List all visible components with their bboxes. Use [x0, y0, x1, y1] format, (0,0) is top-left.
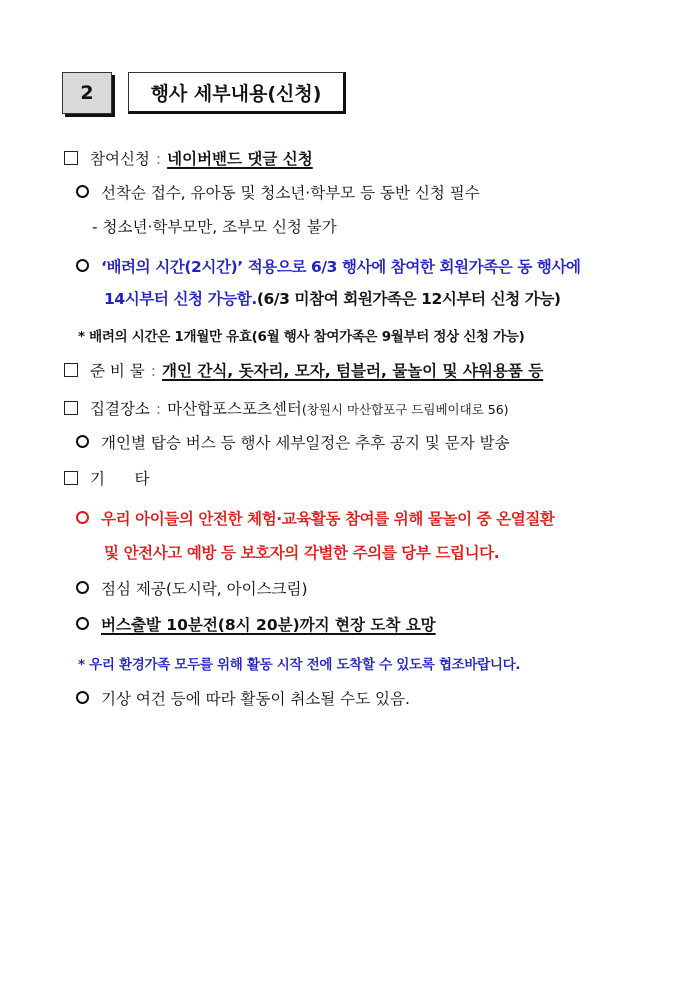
bullet-safety-warning-cont: 및 안전사고 예방 등 보호자의 각별한 주의를 당부 드립니다.	[104, 544, 500, 562]
bullet-consideration-time-cont: 14시부터 신청 가능함.(6/3 미참여 회원가족은 12시부터 신청 가능)	[104, 290, 561, 308]
circle-bullet-icon	[76, 259, 89, 272]
meeting-address: (창원시 마산합포구 드림베이대로 56)	[301, 402, 509, 417]
registration-method: 네이버밴드 댓글 신청	[167, 150, 313, 168]
bullet-bus-schedule: 개인별 탑승 버스 등 행사 세부일정은 추후 공지 및 문자 발송	[76, 432, 510, 454]
section-title: 행사 세부내용(신청)	[128, 72, 346, 114]
circle-bullet-icon	[76, 185, 89, 198]
square-bullet-icon	[64, 471, 78, 485]
square-bullet-icon	[64, 401, 78, 415]
circle-bullet-icon	[76, 617, 89, 630]
note-arrive-early: * 우리 환경가족 모두를 위해 활동 시작 전에 도착할 수 있도록 협조바랍니다.	[78, 657, 521, 673]
bullet-lunch: 점심 제공(도시락, 아이스크림)	[76, 578, 308, 600]
supplies-list: 개인 간식, 돗자리, 모자, 텀블러, 물놀이 및 샤워용품 등	[162, 362, 544, 380]
item-registration: 참여신청 : 네이버밴드 댓글 신청	[64, 148, 313, 170]
item-other: 기 타	[64, 468, 150, 490]
square-bullet-icon	[64, 151, 78, 165]
bullet-safety-warning: 우리 아이들의 안전한 체험·교육활동 참여를 위해 물놀이 중 온열질환	[76, 508, 555, 530]
bullet-consideration-time: ‘배려의 시간(2시간)’ 적용으로 6/3 행사에 참여한 회원가족은 동 행사에	[76, 256, 581, 278]
bullet-first-come: 선착순 접수, 유아동 및 청소년·학부모 등 동반 신청 필수	[76, 182, 480, 204]
note-consideration-validity: * 배려의 시간은 1개월만 유효(6월 행사 참여가족은 9월부터 정상 신청 가능)	[78, 329, 525, 345]
item-supplies: 준 비 물 : 개인 간식, 돗자리, 모자, 텀블러, 물놀이 및 샤워용품 등	[64, 360, 543, 382]
bullet-bus-departure: 버스출발 10분전(8시 20분)까지 현장 도착 요망	[76, 614, 436, 636]
section-number: 2	[62, 72, 112, 114]
section-header	[62, 72, 346, 114]
circle-bullet-icon	[76, 435, 89, 448]
bullet-weather: 기상 여건 등에 따라 활동이 취소될 수도 있음.	[76, 688, 410, 710]
square-bullet-icon	[64, 363, 78, 377]
dash-note-guardian: - 청소년·학부모만, 조부모 신청 불가	[92, 218, 337, 236]
circle-bullet-icon	[76, 691, 89, 704]
circle-bullet-icon	[76, 581, 89, 594]
circle-bullet-icon	[76, 511, 89, 524]
item-meeting-place: 집결장소 : 마산합포스포츠센터(창원시 마산합포구 드림베이대로 56)	[64, 398, 509, 421]
